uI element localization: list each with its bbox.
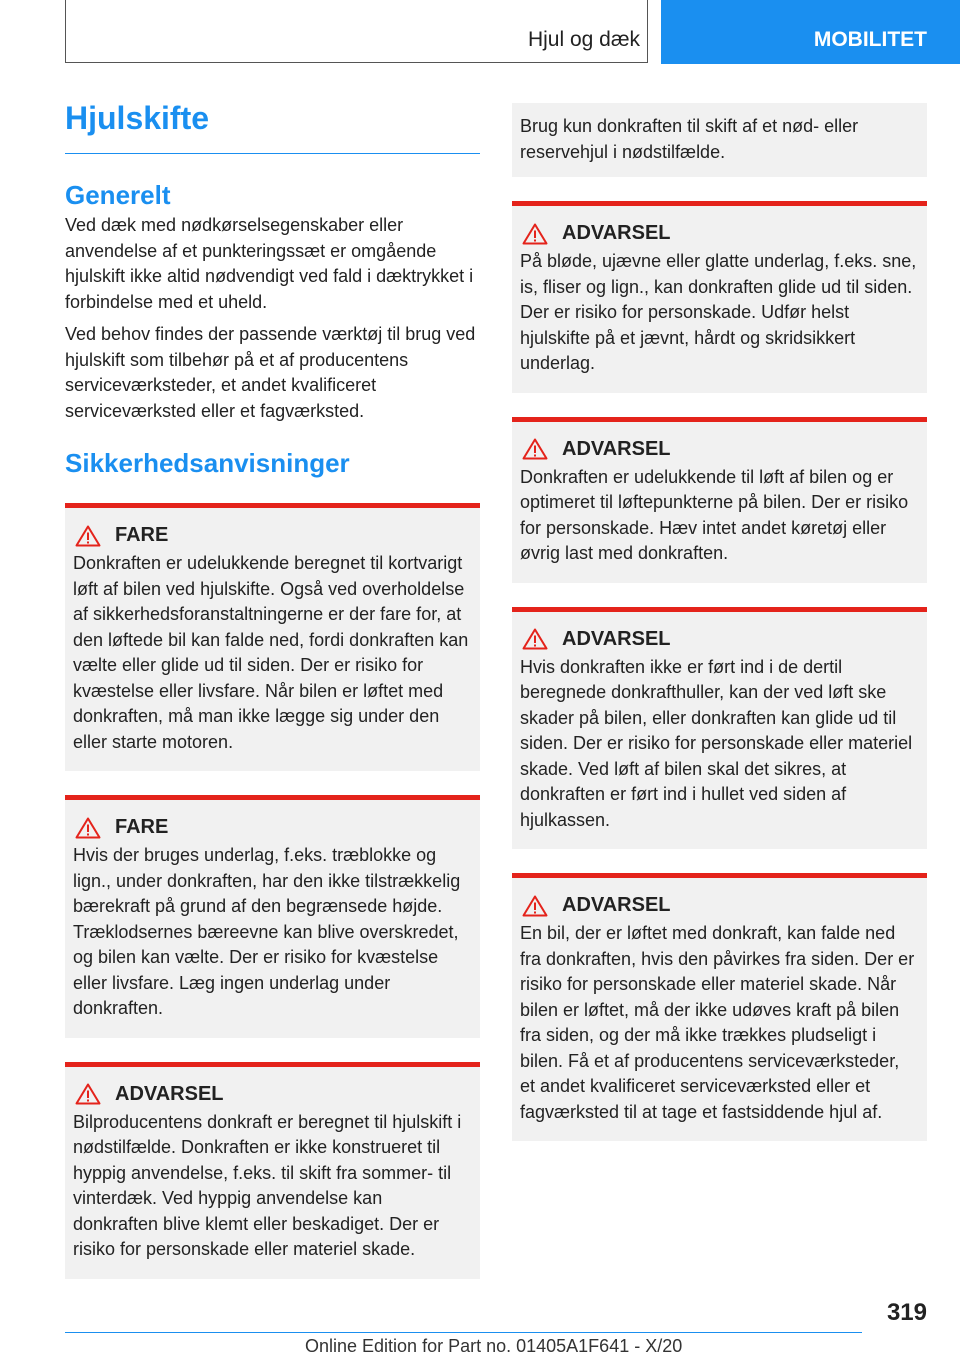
warning-title: ADVARSEL	[562, 437, 671, 460]
warning-text: Donkraften er udelukkende beregnet til kortvarigt løft af bilen ved hjulskifte. Også ved overholdelse af sikkerhedsforanstaltningerne er der fare for, at den løftede bil kan falde ned, fordi donkraften kan vælte eller glide ud til siden. Der er risiko for kvæstelse eller livsfare. Når bilen er løftet med donkraften, må man ikke lægge sig under den eller starte motoren.	[73, 553, 469, 752]
page-number: 319	[886, 1299, 927, 1326]
section-heading-general: Generelt	[65, 180, 171, 210]
page-title: Hjulskifte	[65, 100, 480, 154]
warning-title: ADVARSEL	[562, 222, 671, 244]
warning-triangle-icon	[75, 1083, 101, 1105]
danger-box	[65, 795, 480, 1038]
header-chapter-tab[interactable]: MOBILITET	[661, 0, 960, 64]
warning-title: ADVARSEL	[562, 627, 671, 650]
right-column	[512, 103, 927, 1141]
warning-header	[73, 524, 472, 547]
warning-header	[520, 438, 919, 461]
warning-triangle-icon	[522, 628, 548, 650]
warning-header	[520, 628, 919, 651]
paragraph: Ved dæk med nødkørselsegenskaber eller anvendelse af et punkteringssæt er omgående hjulskift ikke altid nødvendigt ved fald i dæktrykket i forbindelse med et uheld.	[65, 215, 474, 312]
warning-box	[512, 201, 927, 393]
footer-divider	[65, 1332, 862, 1333]
header-section-title: Hjul og dæk	[527, 28, 640, 51]
warning-triangle-icon	[522, 895, 548, 917]
footer-edition: Online Edition for Part no. 01405A1F641 - X/20	[305, 1336, 683, 1356]
warning-text: Bilproducentens donkraft er beregnet til hjulskift i nødstilfælde. Donkraften er ikke konstrueret til hyppig anvendelse, f.eks. til skift fra sommer- til vinterdæk. Ved hyppig anvendelse kan donkraften blive klemt eller beskadiget. Der er risiko for personskade eller materiel skade.	[73, 1111, 462, 1259]
warning-header	[520, 222, 919, 245]
warning-title: FARE	[115, 816, 169, 838]
warning-header	[520, 894, 919, 917]
warning-text: På bløde, ujævne eller glatte underlag, f.eks. sne, is, fliser og lign., kan donkraften glide ud til siden. Der er risiko for personskade. Udfør helst hjulskifte på et jævnt, hårdt og skridsikkert underlag.	[520, 251, 917, 373]
warning-text: Donkraften er udelukkende til løft af bilen og er optimeret til løftepunkterne på bilen. Der er risiko for personskade. Hæv intet andet køretøj eller øvrig last med donkraften.	[520, 466, 909, 563]
warning-triangle-icon	[522, 438, 548, 460]
warning-box	[512, 417, 927, 583]
warning-text: En bil, der er løftet med donkraft, kan falde ned fra donkraften, hvis den påvirkes fra siden. Der er risiko for personskade eller materiel skade. Når bilen er løftet, må der ikke udøves kraft på bilen fra siden, og der må ikke trækkes pludseligt i bilen. Få et af producentens serviceværksteder, et andet kvalificeret serviceværksted eller et fagværksted til at tage et fastsiddende hjul af.	[520, 923, 915, 1122]
warning-header	[73, 816, 472, 839]
paragraph: Ved behov findes der passende værktøj til brug ved hjulskift som tilbehør på et af producentens serviceværksteder, et andet kvalificeret serviceværksted eller et fagværksted.	[65, 324, 476, 421]
warning-text: Hvis donkraften ikke er ført ind i de dertil beregnede donkrafthuller, kan der ved løft ske skader på bilen, eller donkraften kan glide ud til siden. Der er risiko for personskade eller materiel skade. Ved løft af bilen skal det sikres, at donkraften er ført ind i hullet ved siden af hjulkassen.	[520, 656, 913, 830]
danger-box	[65, 503, 480, 771]
warning-triangle-icon	[522, 223, 548, 245]
left-column	[65, 100, 480, 1279]
warning-title: ADVARSEL	[115, 1082, 224, 1105]
warning-box	[512, 873, 927, 1141]
warning-text: Hvis der bruges underlag, f.eks. træblokke og lign., under donkraften, har den ikke tilstrækkelig bærekraft på grund af den begrænsede højde. Træklodsernes bæreevne kan blive overskredet, og bilen kan vælte. Der er risiko for kvæstelse eller livsfare. Læg ingen underlag under donkraften.	[73, 845, 461, 1018]
warning-title: FARE	[115, 524, 169, 546]
section-heading-safety: Sikkerhedsanvisninger	[65, 448, 350, 478]
warning-box	[65, 1062, 480, 1279]
warning-triangle-icon	[75, 525, 101, 547]
warning-triangle-icon	[75, 817, 101, 839]
warning-header	[73, 1083, 472, 1106]
warning-box	[512, 607, 927, 850]
warning-title: ADVARSEL	[562, 894, 671, 916]
note-box: Brug kun donkraften til skift af et nød- eller reservehjul i nødstilfælde.	[512, 103, 927, 177]
